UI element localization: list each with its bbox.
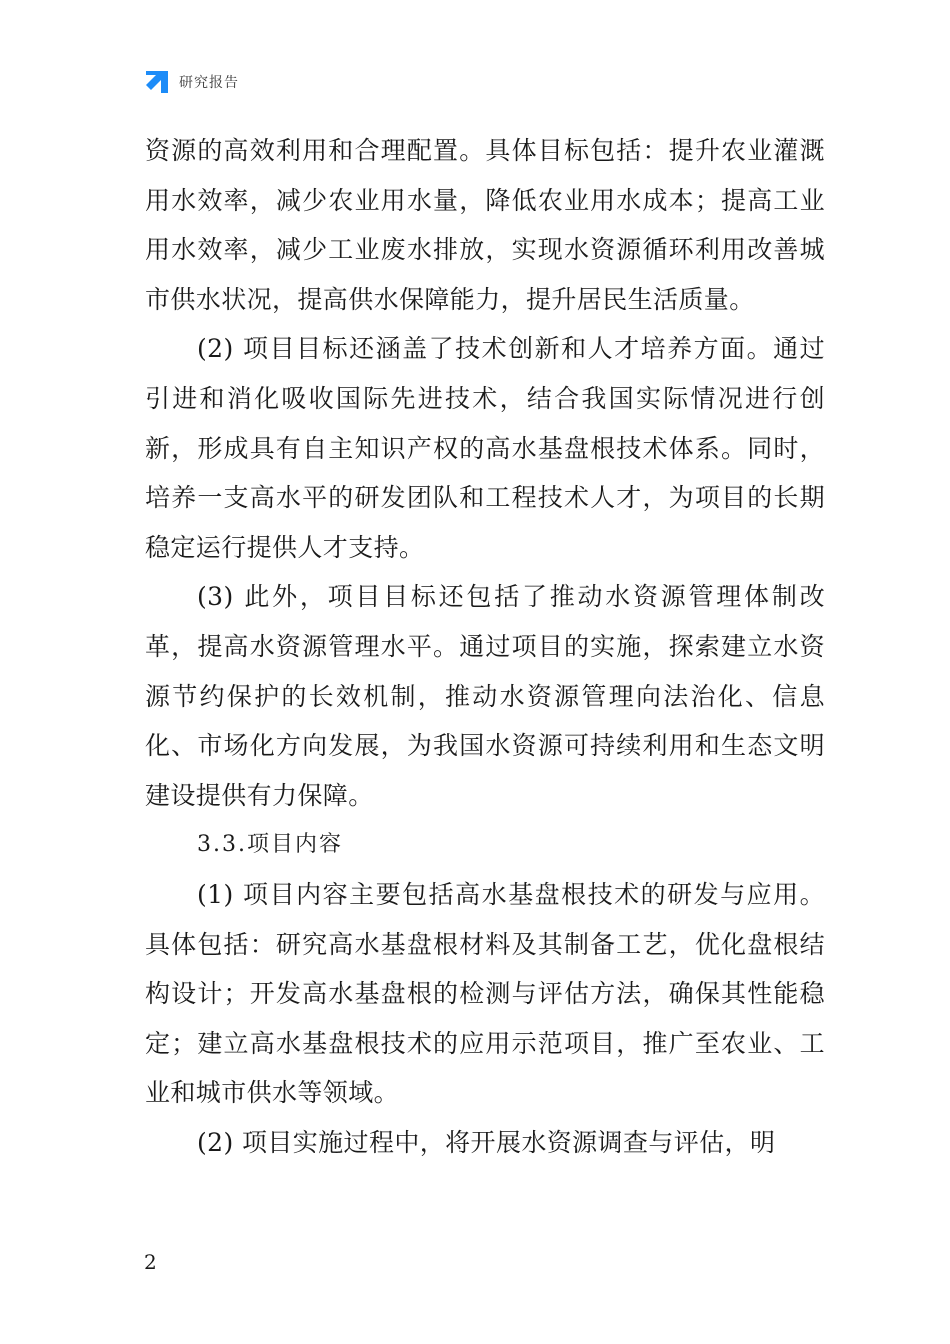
section-heading: 3.3.项目内容 xyxy=(197,832,343,858)
paragraph-continuation: 资源的高效利用和合理配置。具体目标包括：提升农业灌溉用水效率，减少农业用水量，降低农业用水成本；提高工业用水效率，减少工业废水排放，实现水资源循环利用改善城市供水状况，提高供水保障能力，提升居民生活质量。 xyxy=(145,136,825,314)
paragraph-goal-3: (3) 此外，项目目标还包括了推动水资源管理体制改革，提高水资源管理水平。通过项目的实施，探索建立水资源节约保护的长效机制，推动水资源管理向法治化、信息化、市场化方向发展，为我国水资源可持续利用和生态文明建设提供有力保障。 xyxy=(145,582,825,810)
paragraph-content-1: (1) 项目内容主要包括高水基盘根技术的研发与应用。具体包括：研究高水基盘根材料及其制备工艺，优化盘根结构设计；开发高水基盘根的检测与评估方法，确保其性能稳定；建立高水基盘根技术的应用示范项目，推广至农业、工业和城市供水等领域。 xyxy=(145,879,825,1108)
page-header xyxy=(144,68,239,96)
page-number: 2 xyxy=(144,1250,157,1274)
header-brand-label: 研究报告 xyxy=(179,75,239,91)
paragraph-content-2: (2) 项目实施过程中，将开展水资源调查与评估，明 xyxy=(197,1127,776,1157)
report-logo-icon xyxy=(144,69,170,95)
document-body xyxy=(145,126,825,1167)
paragraph-goal-2: (2) 项目目标还涵盖了技术创新和人才培养方面。通过引进和消化吸收国际先进技术，结合我国实际情况进行创新，形成具有自主知识产权的高水基盘根技术体系。同时，培养一支高水平的研发团队和工程技术人才，为项目的长期稳定运行提供人才支持。 xyxy=(145,334,825,562)
